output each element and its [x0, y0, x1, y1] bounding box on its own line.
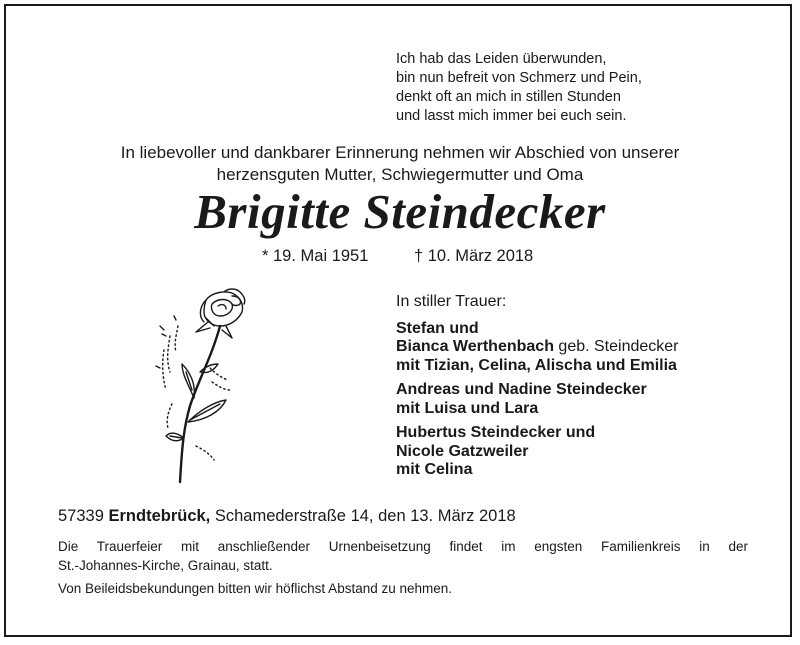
street-and-date: Schamederstraße 14, den 13. März 2018 [210, 507, 516, 525]
ceremony-line-2: St.-Johannes-Kirche, Grainau, statt. [58, 558, 273, 573]
city: Erndtebrück, [108, 507, 211, 525]
mourner-name-line [396, 338, 679, 357]
poem-line: und lasst mich immer bei euch sein. [396, 108, 627, 124]
zip-code: 57339 [58, 507, 104, 525]
mourner-name: Hubertus Steindecker und [396, 424, 596, 441]
mourner-group [396, 424, 679, 480]
mourner-name: Stefan und [396, 319, 479, 337]
death-date: † 10. März 2018 [414, 247, 534, 265]
poem-line: denkt oft an mich in stillen Stunden [396, 89, 621, 105]
mourners-lead: In stiller Trauer: [396, 293, 507, 310]
mourner-name: Andreas und Nadine Steindecker [396, 381, 647, 398]
mourner-group [396, 381, 679, 418]
maiden-name: geb. Steindecker [553, 338, 679, 355]
ceremony-info [58, 537, 748, 575]
address-line [58, 506, 516, 526]
intro-line-2: herzensguten Mutter, Schwiegermutter und Oma [216, 165, 584, 184]
mourner-name: Nicole Gatzweiler [396, 442, 529, 460]
ceremony-line-1: Die Trauerfeier mit anschließender Urnenbeisetzung findet im engsten Familienkreis in der [58, 539, 748, 554]
birth-date: * 19. Mai 1951 [262, 247, 369, 265]
mourners-list [396, 293, 679, 486]
poem-line: Ich hab das Leiden überwunden, [396, 51, 607, 67]
condolence-note: Von Beileidsbekundungen bitten wir höflichst Abstand zu nehmen. [58, 581, 453, 596]
mourner-children: mit Tizian, Celina, Alischa und Emilia [396, 356, 677, 374]
mourner-children: mit Luisa und Lara [396, 399, 539, 417]
mourner-group [396, 320, 679, 376]
mourner-name: Bianca Werthenbach [396, 338, 554, 355]
poem [396, 50, 642, 126]
mourner-children: mit Celina [396, 461, 473, 478]
deceased-name: Brigitte Steindecker [194, 184, 606, 239]
rose-icon [148, 286, 264, 486]
intro-line-1: In liebevoller und dankbarer Erinnerung nehmen wir Abschied von unserer [120, 143, 680, 162]
intro-text [0, 142, 800, 186]
poem-line: bin nun befreit von Schmerz und Pein, [396, 70, 642, 86]
